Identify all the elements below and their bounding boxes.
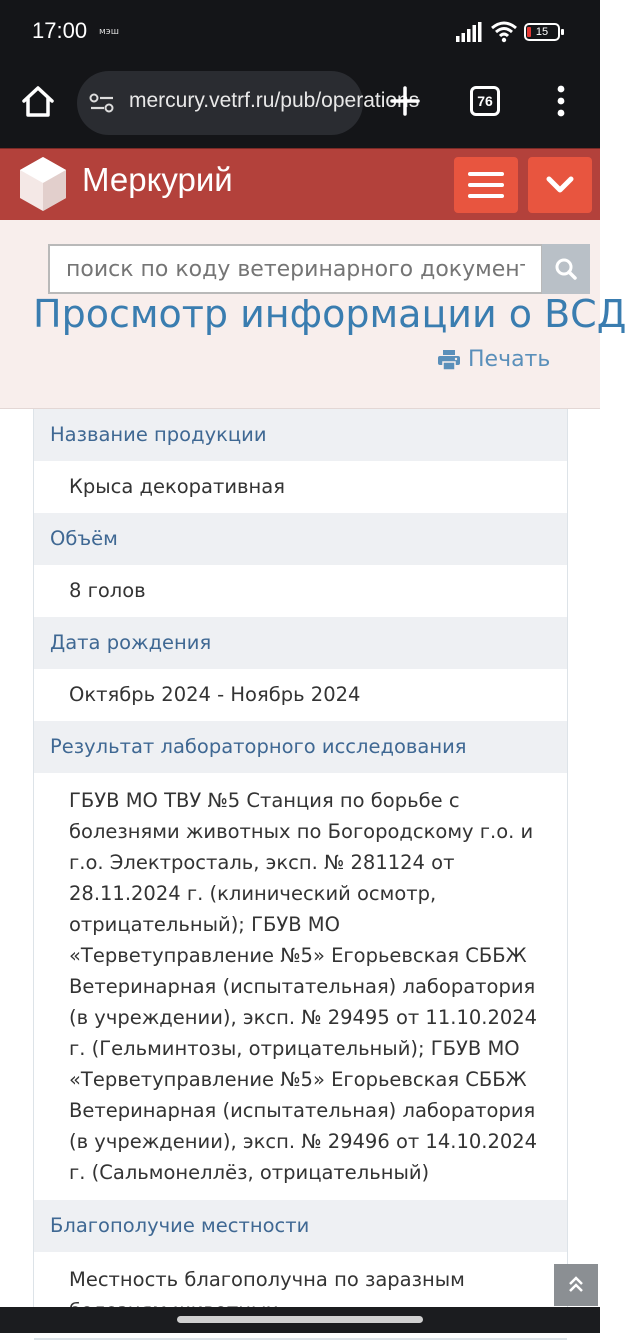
field-value-volume: 8 голов (34, 565, 567, 617)
field-value-locality-status: Местность благополучна по заразным (34, 1252, 567, 1338)
field-value-product-name: Крыса декоративная (34, 461, 567, 513)
home-gesture-bar[interactable] (177, 1316, 423, 1323)
page-header-section (0, 220, 626, 409)
field-label-birth-date: Дата рождения (34, 617, 567, 669)
signal-icon (456, 22, 482, 42)
more-icon[interactable] (550, 84, 572, 118)
wifi-icon (490, 20, 518, 44)
home-icon[interactable] (18, 82, 58, 122)
double-chevron-up-icon (554, 1264, 598, 1306)
search-input[interactable] (48, 244, 543, 294)
hamburger-icon[interactable] (454, 157, 518, 213)
scroll-to-top-button[interactable] (554, 1264, 598, 1306)
site-settings-icon[interactable] (89, 91, 115, 115)
field-label-volume: Объём (34, 513, 567, 565)
field-label-product-name: Название продукции (34, 409, 567, 461)
field-value-birth-date: Октябрь 2024 - Ноябрь 2024 (34, 669, 567, 721)
address-bar[interactable] (77, 71, 420, 135)
field-label-lab-result: Результат лабораторного исследования (34, 721, 567, 773)
printer-icon (438, 350, 460, 370)
battery-icon: 15 (524, 23, 560, 41)
status-bar (0, 0, 600, 64)
search-icon (542, 244, 590, 294)
vsd-info-table (33, 409, 568, 1309)
page-title: Просмотр информации о ВСД (33, 292, 626, 336)
search-button[interactable] (542, 244, 590, 294)
status-carrier: мэш (99, 27, 119, 37)
status-time: 17:00 (32, 18, 88, 43)
site-title[interactable]: Меркурий (82, 161, 233, 198)
chevron-down-icon[interactable] (528, 157, 592, 213)
tabs-icon[interactable]: 76 (470, 86, 500, 116)
print-label: Печать (468, 347, 551, 372)
print-button[interactable] (438, 347, 550, 372)
field-label-locality-status: Благополучие местности (34, 1200, 567, 1252)
url-text: mercury.vetrf.ru/pub/operations (129, 89, 420, 112)
plus-icon[interactable] (388, 84, 422, 118)
site-header (0, 148, 600, 220)
system-nav-bar (0, 1307, 600, 1333)
logo-icon[interactable] (18, 155, 68, 213)
field-value-lab-result: ГБУВ МО ТВУ №5 Станция по борьбе с болезнями животных по Богородскому г.о. и г.о. Электросталь, эксп. № 281124 от 28.11.2024 г. (клинический осмотр, отрицательный); ГБУВ МО «Терветуправление №5» Егорьевская СББЖ Ветеринарная (испытательная) лаборатория (в учреждении), эксп. № 29495 от 11.10.2024 г. (Гельминтозы, отрицательный); ГБУВ МО «Терветуправление №5» Егорьевская СББЖ Ветеринарная (испытательная) лаборатория (в учреждении), эксп. № 29496 от 14.10.2024 г. (Сальмонеллёз, отрицательный) (34, 773, 567, 1200)
browser-toolbar (0, 64, 600, 148)
